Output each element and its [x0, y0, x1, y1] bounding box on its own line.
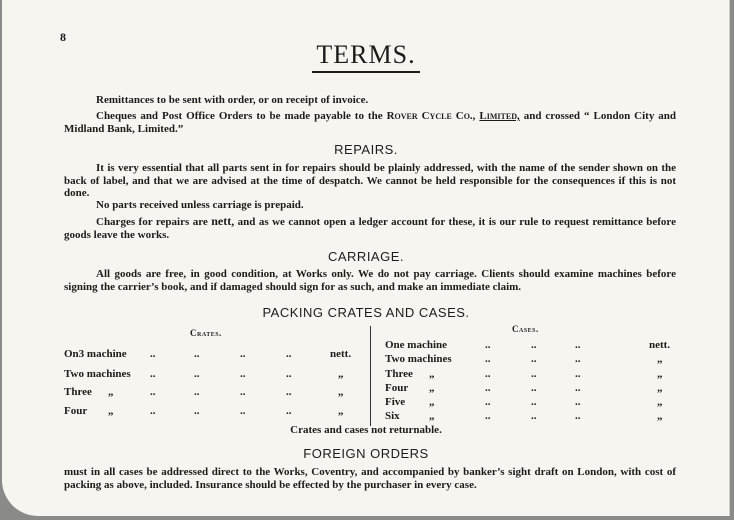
leader-dots: .. [531, 382, 537, 394]
leader-dots: .. [575, 382, 581, 394]
row-label: Three [64, 386, 92, 398]
packing-note: Crates and cases not returnable. [290, 424, 442, 436]
row-label: On3 machine [64, 348, 127, 360]
leader-dots: .. [286, 386, 292, 398]
row-label: Two machines [385, 353, 452, 365]
carriage-paragraph: All goods are free, in good condition, at Works only. We do not pay carriage. Clients should examine machines before signing the carrier’s book, and if damaged should sign for as such, and make an immediate claim. [64, 268, 676, 293]
leader-dots: .. [150, 405, 156, 417]
ditto-mark: „ [657, 353, 663, 365]
case-row [385, 410, 675, 424]
row-label: Four [385, 382, 409, 394]
page-number: 8 [60, 30, 66, 44]
ditto-mark: „ [657, 382, 663, 394]
ditto-mark: „ [657, 368, 663, 380]
leader-dots: .. [240, 348, 246, 360]
leader-dots: .. [531, 410, 537, 422]
page-title [2, 40, 730, 73]
leader-dots: .. [194, 405, 200, 417]
ditto-mark: „ [657, 396, 663, 408]
leader-dots: .. [286, 348, 292, 360]
leader-dots: .. [485, 382, 491, 394]
crate-row [64, 405, 364, 419]
leader-dots: .. [150, 368, 156, 380]
price-nett: nett. [649, 339, 671, 351]
leader-dots: .. [194, 348, 200, 360]
ditto-mark: „ [108, 386, 114, 398]
leader-dots: .. [240, 405, 246, 417]
repairs-nett: nett, [211, 214, 235, 228]
row-label: Five [385, 396, 406, 408]
leader-dots: .. [531, 368, 537, 380]
ditto-mark: „ [429, 396, 435, 408]
leader-dots: .. [575, 410, 581, 422]
ditto-mark: „ [338, 405, 344, 417]
limited-word: Limited, [479, 110, 520, 122]
crate-row [64, 368, 364, 382]
row-label: One machine [385, 339, 448, 351]
ditto-mark: „ [108, 405, 114, 417]
leader-dots: .. [531, 339, 537, 351]
leader-dots: .. [194, 386, 200, 398]
case-row [385, 339, 675, 353]
repairs-p3-tail: and as we cannot open a ledger account for these, it is our rule to request remittance before goods leave the works. [64, 216, 676, 241]
column-divider [370, 326, 371, 426]
case-row [385, 382, 675, 396]
ditto-mark: „ [657, 410, 663, 422]
repairs-paragraph-2: No parts received unless carriage is prepaid. [96, 199, 304, 211]
row-label: Four [64, 405, 88, 417]
leader-dots: .. [485, 396, 491, 408]
row-label: Six [385, 410, 400, 422]
leader-dots: .. [240, 368, 246, 380]
row-label: Two machines [64, 368, 131, 380]
cases-label: Cases. [512, 324, 539, 334]
crate-row [64, 386, 364, 400]
carriage-heading: CARRIAGE. [327, 249, 404, 264]
page-title-text: TERMS. [312, 40, 419, 73]
leader-dots: .. [194, 368, 200, 380]
leader-dots: .. [575, 353, 581, 365]
leader-dots: .. [485, 368, 491, 380]
leader-dots: .. [150, 386, 156, 398]
ditto-mark: „ [429, 410, 435, 422]
ditto-mark: „ [429, 368, 435, 380]
case-row [385, 353, 675, 367]
foreign-orders-heading: FOREIGN ORDERS [303, 446, 429, 461]
ditto-mark: „ [338, 368, 344, 380]
foreign-orders-paragraph: must in all cases be addressed direct to the Works, Coventry, and accompanied by banker’s sight draft on London, with cost of packing as above, included. Insurance should be effected by the purchaser in every case. [64, 466, 676, 491]
repairs-heading: REPAIRS. [334, 142, 398, 157]
case-row [385, 396, 675, 410]
leader-dots: .. [575, 339, 581, 351]
leader-dots: .. [485, 353, 491, 365]
leader-dots: .. [240, 386, 246, 398]
ditto-mark: „ [429, 382, 435, 394]
repairs-p3-lead: Charges for repairs are [96, 216, 208, 228]
leader-dots: .. [575, 396, 581, 408]
price-nett: nett. [330, 348, 352, 360]
leader-dots: .. [150, 348, 156, 360]
leader-dots: .. [286, 368, 292, 380]
leader-dots: .. [575, 368, 581, 380]
leader-dots: .. [531, 396, 537, 408]
catalogue-page [2, 0, 730, 516]
crate-row [64, 348, 364, 362]
company-name: Rover Cycle Co., [386, 110, 476, 122]
leader-dots: .. [485, 410, 491, 422]
remittances-text: Remittances to be sent with order, or on receipt of invoice. [96, 94, 369, 106]
repairs-paragraph-3 [64, 215, 676, 241]
cheques-tail: and crossed “ London City and Midland Bank, Limited.” [64, 110, 677, 135]
repairs-paragraph-1: It is very essential that all parts sent in for repairs should be plainly addressed, with the name of the sender shown on the back of label, and that we are advised at the time of despatch. We cannot be held responsible for the consequences if this is not done. [64, 162, 676, 199]
leader-dots: .. [485, 339, 491, 351]
packing-heading: PACKING CRATES AND CASES. [262, 305, 470, 320]
ditto-mark: „ [338, 386, 344, 398]
leader-dots: .. [531, 353, 537, 365]
cheques-lead: Cheques and Post Office Orders to be made payable to the [96, 110, 383, 122]
cheques-paragraph [64, 110, 676, 135]
crates-label: Crates. [190, 328, 222, 338]
row-label: Three [385, 368, 413, 380]
leader-dots: .. [286, 405, 292, 417]
case-row [385, 368, 675, 382]
